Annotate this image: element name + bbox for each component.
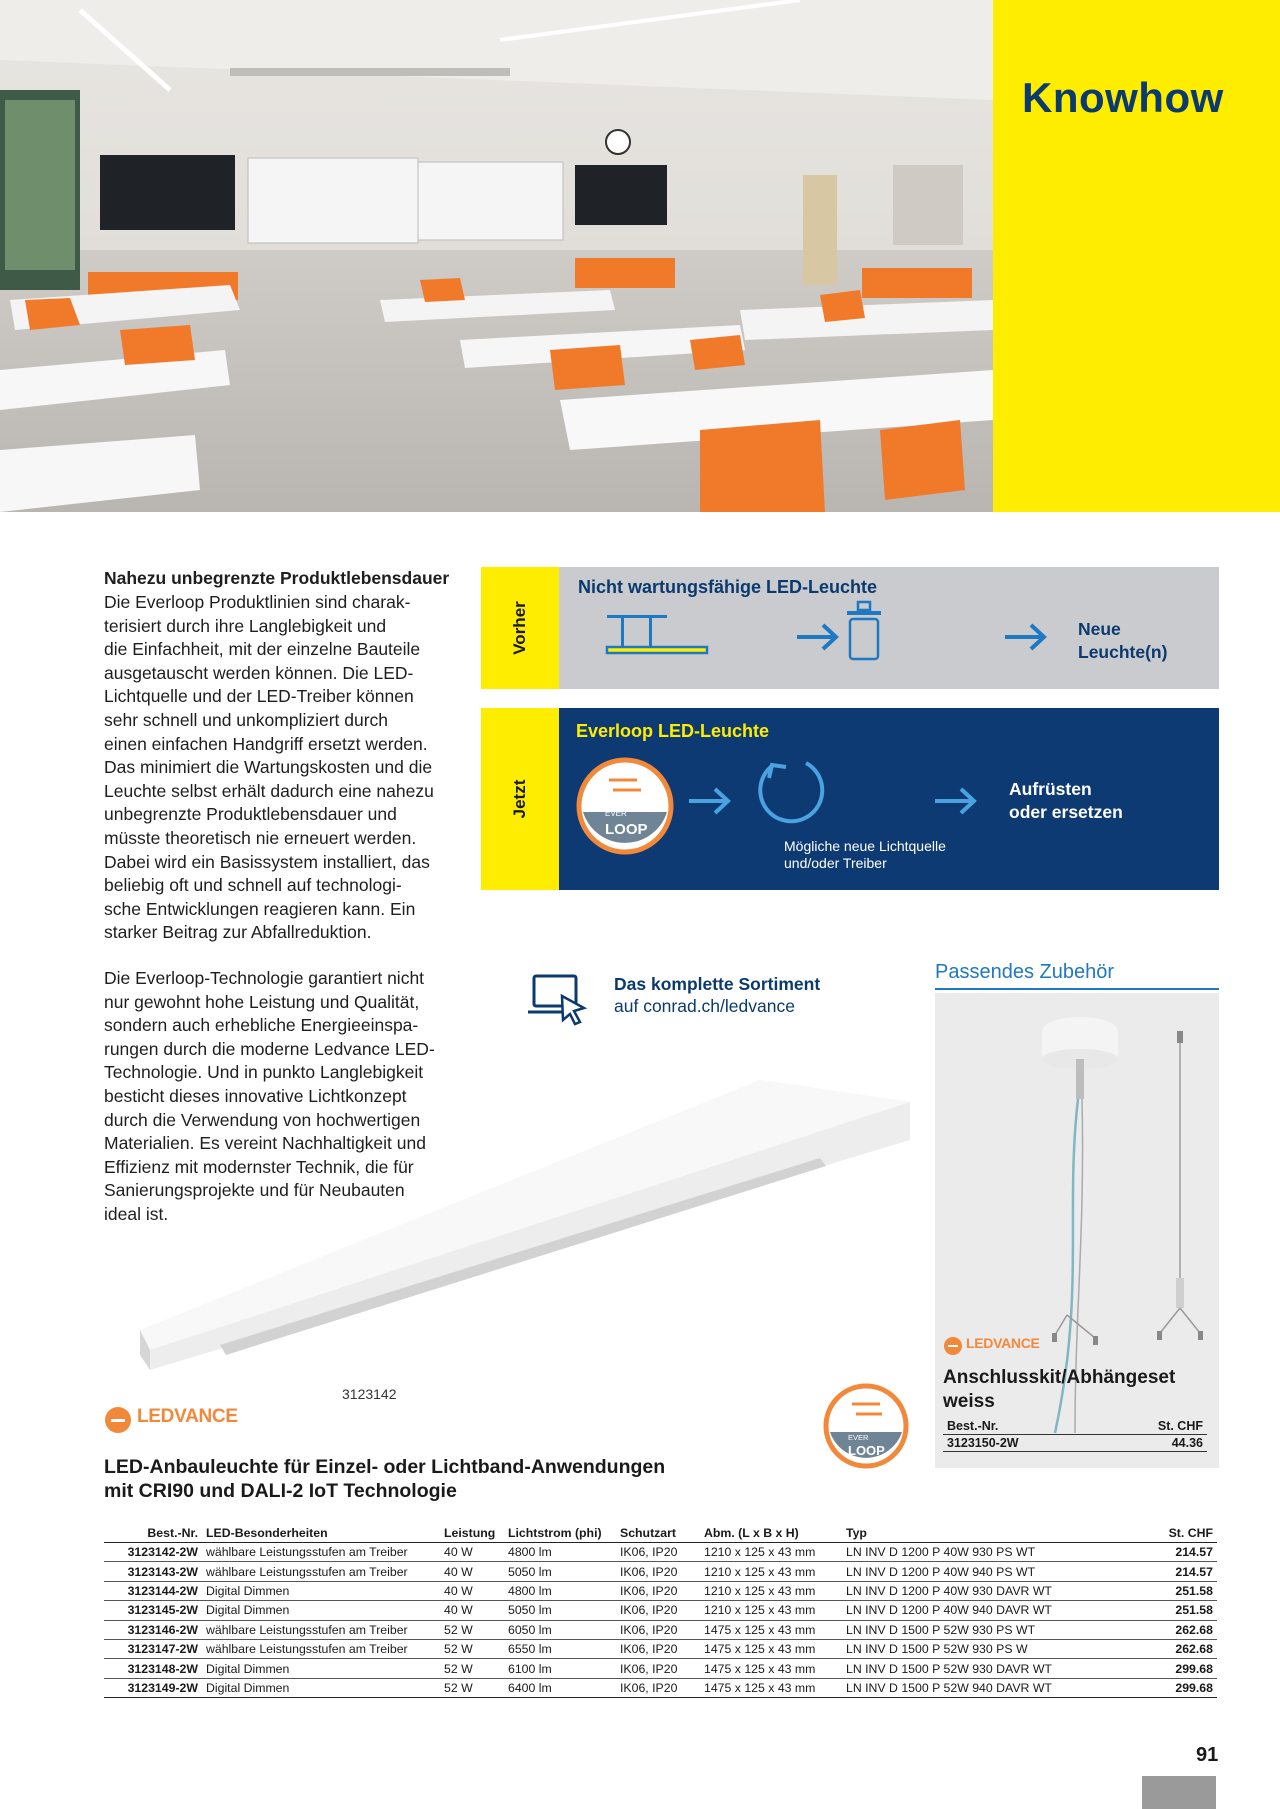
before-tab [481,567,559,689]
arrow-right-icon [1005,625,1044,649]
col-power: Leistung [440,1523,504,1543]
ledvance-logo-icon [104,1406,132,1439]
refresh-cycle-icon [760,763,822,821]
svg-text:LOOP: LOOP [605,821,648,838]
led-luminaire-image [140,1080,920,1405]
range-link-title[interactable]: Das komplette Sortiment [614,974,821,994]
col-dimensions: Abm. (L x B x H) [700,1523,842,1543]
page-number: 91 [1196,1744,1219,1766]
before-result: Neue Leuchte(n) [1078,619,1168,662]
now-tab [481,708,559,890]
table-row: 3123145-2W Digital Dimmen 40 W 5050 lm IK06, IP20 1210 x 125 x 43 mm LN INV D 1200 P 40W 940 DAVR WT 251.58 [104,1601,1217,1620]
suspension-wire-image [1157,1031,1203,1340]
col-features: LED-Besonderheiten [202,1523,440,1543]
ledvance-logo: LEDVANCE [137,1406,238,1427]
table-row: 3123150-2W 44.36 [943,1435,1207,1452]
table-row: 3123146-2W wählbare Leistungsstufen am Treiber 52 W 6050 lm IK06, IP20 1475 x 125 x 43 mm LN INV D 1500 P 52W 930 PS WT 262.68 [104,1620,1217,1639]
everloop-badge-icon [822,1382,910,1475]
accessory-rule [935,988,1219,990]
table-row: 3123144-2W Digital Dimmen 40 W 4800 lm IK06, IP20 1210 x 125 x 43 mm LN INV D 1200 P 40W 930 DAVR WT 251.58 [104,1581,1217,1600]
intro-heading: Nahezu unbegrenzte Produktlebensdauer [104,568,450,588]
accessory-col-price: St. CHF [1101,1418,1207,1435]
svg-text:LOOP: LOOP [848,1443,885,1458]
luminaire-icon [607,615,707,653]
intro-paragraph: Die Everloop Produktlinien sind charak- terisiert durch ihre Langlebigkeit und die Einfachheit, mit der einzelne Bauteile ausgetauscht werden können. Die LED- Lichtquelle und der LED-Treiber können sehr schnell und unkompliziert durch einen einfachen Handgriff ersetzt werden. Das minimiert die Wartungskosten und die Leuchte selbst erhält dadurch eine nahezu unbegrenzte Produktlebensdauer und müsste theoretisch nie erneuert werden. Dabei wird ein Basissystem installiert, das beliebig oft und schnell auf technologi- sche Entwicklungen reagieren kann. Ein starker Beitrag zur Abfallreduktion. [104,592,434,943]
product-title: LED-Anbauleuchte für Einzel- oder Lichtband-Anwendungen mit CRI90 und DALI-2 IoT Technologie [104,1456,666,1502]
table-row: 3123142-2W wählbare Leistungsstufen am Treiber 40 W 4800 lm IK06, IP20 1210 x 125 x 43 mm LN INV D 1200 P 40W 930 PS WT 214.57 [104,1543,1217,1562]
range-link-url[interactable]: auf conrad.ch/ledvance [614,996,795,1016]
now-caption: Mögliche neue Lichtquelle und/oder Treiber [784,838,946,871]
svg-text:EVER: EVER [848,1433,869,1442]
col-price: St. CHF [1139,1523,1217,1543]
product-image-sku: 3123142 [342,1386,397,1402]
now-title: Everloop LED-Leuchte [576,721,770,741]
table-row: 3123147-2W wählbare Leistungsstufen am Treiber 52 W 6550 lm IK06, IP20 1475 x 125 x 43 mm LN INV D 1500 P 52W 930 PS W 262.68 [104,1639,1217,1658]
table-row: 3123149-2W Digital Dimmen 52 W 6400 lm IK06, IP20 1475 x 125 x 43 mm LN INV D 1500 P 52W 940 DAVR WT 299.68 [104,1678,1217,1697]
before-tab-label: Vorher [510,601,529,655]
trash-bin-icon [847,602,881,659]
col-sku: Best.-Nr. [104,1523,202,1543]
now-tab-label: Jetzt [510,779,529,819]
technology-paragraph: Die Everloop-Technologie garantiert nicht nur gewohnt hohe Leistung und Qualität, sondern auch erhebliche Energieeinspa- rungen durch die moderne Ledvance LED- Technologie. Und in punkto Langlebigkeit besticht dieses innovative Lichtkonzept durch die Verwendung von hochwertigen Materialien. Es vereint Nachhaltigkeit und Effizienz mit modernster Technik, die für Sanierungsprojekte und für Neubauten ideal ist. [104,968,435,1224]
arrow-right-icon [689,789,728,813]
hero-classroom-image [0,0,993,512]
col-type: Typ [842,1523,1139,1543]
table-row: 3123148-2W Digital Dimmen 52 W 6100 lm IK06, IP20 1475 x 125 x 43 mm LN INV D 1500 P 52W 930 DAVR WT 299.68 [104,1659,1217,1678]
col-protection: Schutzart [616,1523,700,1543]
page-tab-marker [1142,1776,1216,1809]
accessory-heading: Passendes Zubehör [935,961,1115,983]
accessory-title: Anschlusskit/Abhängeset weiss [943,1367,1176,1412]
svg-text:EVER: EVER [605,809,627,818]
before-title: Nicht wartungsfähige LED-Leuchte [578,577,878,597]
accessory-col-sku: Best.-Nr. [943,1418,1101,1435]
arrow-right-icon [935,789,974,813]
table-row: 3123143-2W wählbare Leistungsstufen am Treiber 40 W 5050 lm IK06, IP20 1210 x 125 x 43 mm LN INV D 1200 P 40W 940 PS WT 214.57 [104,1562,1217,1581]
everloop-badge-icon [579,760,671,852]
now-result: Aufrüsten oder ersetzen [1009,779,1123,822]
col-luminous-flux: Lichtstrom (phi) [504,1523,616,1543]
arrow-right-icon [797,625,836,649]
section-title: Knowhow [1022,74,1224,121]
ledvance-logo-icon [943,1336,963,1361]
product-table [104,1523,1217,1698]
laptop-cursor-icon[interactable] [528,972,592,1035]
ledvance-logo-small: LEDVANCE [966,1335,1040,1351]
accessory-table [943,1418,1207,1452]
